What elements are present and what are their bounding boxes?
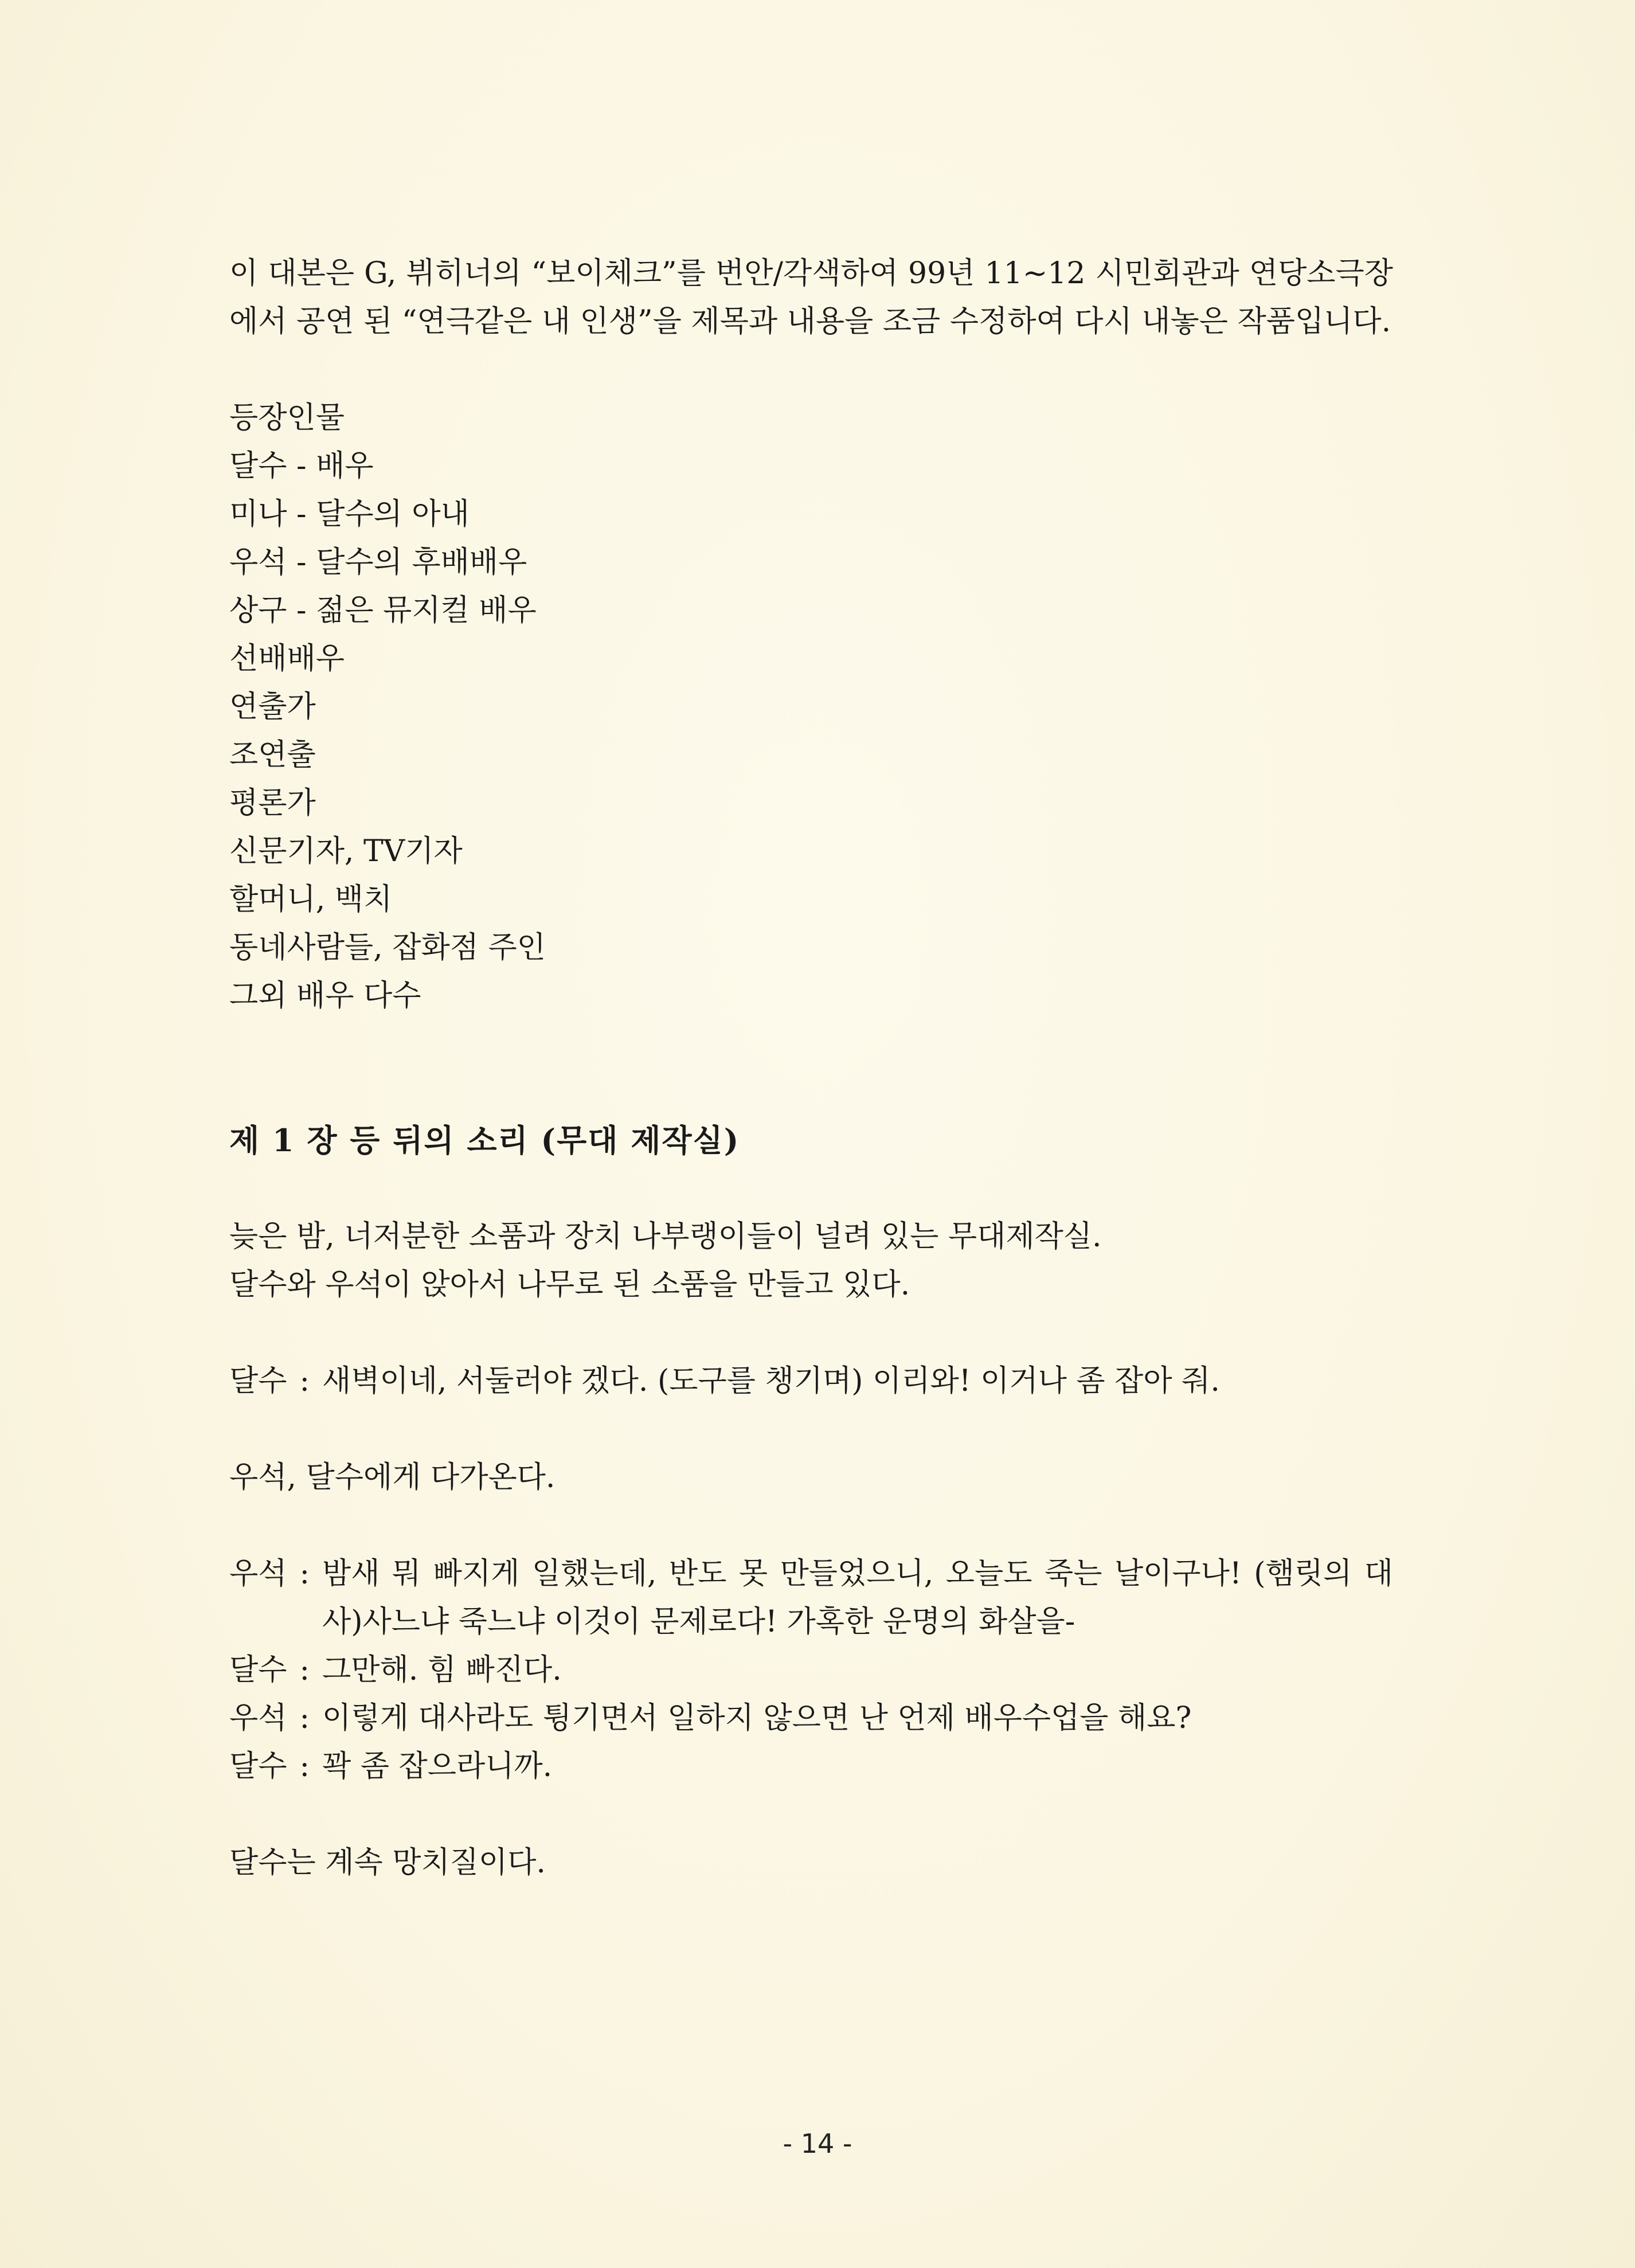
stage-direction: 달수와 우석이 앉아서 나무로 된 소품을 만들고 있다. [229,1268,910,1302]
dialogue-line [229,1550,1393,1646]
cast-item: 달수 - 배우 [229,449,374,483]
dialogue-line [229,1357,1393,1405]
cast-item: 그외 배우 다수 [229,979,421,1013]
dialogue-text: 그만해. 힘 빠진다. [322,1653,562,1687]
speaker-name: 달수 [229,1653,287,1687]
cast-heading: 등장인물 [229,401,345,435]
cast-item: 동네사람들, 잡화점 주인 [229,930,546,965]
dialogue-text: 꽉 좀 잡으라니까. [322,1749,553,1784]
cast-item: 선배배우 [229,642,345,676]
speaker-name: 우석 [229,1701,287,1735]
cast-item: 신문기자, TV기자 [229,834,463,869]
speaker-colon: : [299,1749,310,1784]
stage-direction: 달수는 계속 망치질이다. [229,1845,546,1880]
speaker-colon: : [299,1364,310,1398]
speaker-colon: : [299,1701,310,1735]
intro-paragraph: 이 대본은 G, 뷔히너의 “보이체크”를 번안/각색하여 99년 11~12 시민회관과 연당소극장에서 공연 된 “연극같은 내 인생”을 제목과 내용을 조금 수정하여 다시 내놓은 작품입니다. [229,256,1393,339]
dialogue-text: 밤새 뭐 빠지게 일했는데, 반도 못 만들었으니, 오늘도 죽는 날이구나! (햄릿의 대사)사느냐 죽느냐 이것이 문제로다! 가혹한 운명의 화살을- [322,1557,1393,1639]
stage-direction: 우석, 달수에게 다가온다. [229,1460,556,1495]
cast-item: 우석 - 달수의 후배배우 [229,545,527,580]
speaker-colon: : [299,1653,310,1687]
dialogue-text: 이렇게 대사라도 튕기면서 일하지 않으면 난 언제 배우수업을 해요? [322,1701,1192,1735]
cast-item: 연출가 [229,690,316,724]
cast-section [229,394,1393,1020]
dialogue-line [229,1694,1393,1742]
cast-item: 미나 - 달수의 아내 [229,497,470,531]
script-body [229,249,1393,1887]
speaker-colon: : [299,1557,310,1591]
stage-direction: 늦은 밤, 너저분한 소품과 장치 나부랭이들이 널려 있는 무대제작실. [229,1219,1102,1254]
dialogue-line [229,1646,1393,1694]
cast-item: 조연출 [229,738,316,772]
cast-item: 평론가 [229,786,316,820]
page-number: - 14 - [783,2128,852,2159]
cast-list [229,442,1393,1020]
speaker-name: 달수 [229,1364,287,1398]
cast-item: 할머니, 백치 [229,882,393,917]
speaker-name: 달수 [229,1749,287,1784]
cast-item: 상구 - 젊은 뮤지컬 배우 [229,593,537,628]
dialogue-text: 새벽이네, 서둘러야 겠다. (도구를 챙기며) 이리와! 이거나 좀 잡아 줘. [322,1364,1220,1398]
scene-title: 제 1 장 등 뒤의 소리 (무대 제작실) [229,1122,740,1159]
speaker-name: 우석 [229,1557,287,1591]
dialogue-line [229,1742,1393,1790]
